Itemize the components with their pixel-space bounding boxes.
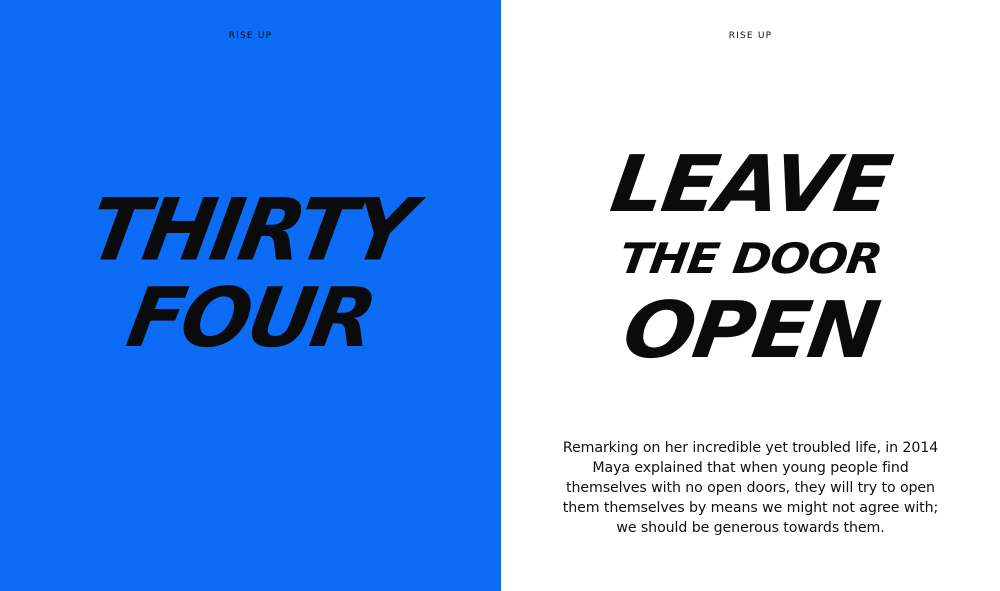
left-running-head: RISE UP <box>228 31 273 41</box>
chapter-title-line-1: THIRTY <box>81 180 420 280</box>
quote-title-line-3: OPEN <box>617 286 884 376</box>
chapter-number-title <box>0 180 501 366</box>
quote-title <box>501 140 1000 376</box>
right-running-head: RISE UP <box>728 31 773 41</box>
chapter-title-line-2: FOUR <box>120 271 381 366</box>
quote-title-line-1: LEAVE <box>605 140 896 230</box>
body-paragraph: Remarking on her incredible yet troubled life, in 2014 Maya explained that when young people find themselves with no open doors, they will try to open them themselves by means we might not agree with; we should be generous towards them. <box>562 440 939 536</box>
right-page <box>501 0 1000 591</box>
quote-title-line-2: THE DOOR <box>616 234 885 283</box>
